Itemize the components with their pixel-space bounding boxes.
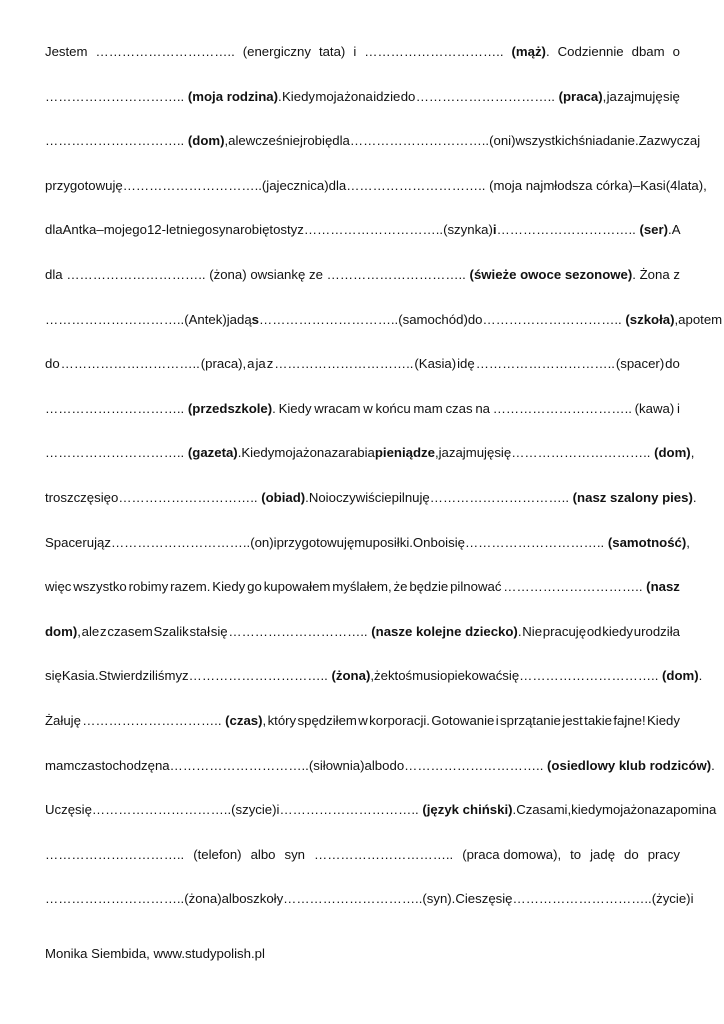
word: albo bbox=[250, 846, 276, 862]
bold-text: (nasz bbox=[646, 579, 680, 595]
word: ………………………….. bbox=[314, 846, 454, 862]
word: boi bbox=[430, 534, 449, 550]
word: czasem bbox=[107, 623, 153, 639]
word: (Antek) bbox=[184, 311, 227, 327]
word: korporacji. bbox=[369, 712, 430, 728]
word: w bbox=[358, 712, 368, 728]
word: ………………………….. bbox=[326, 266, 466, 282]
word: ………………………….. (czas), bbox=[82, 712, 267, 728]
word: fajne! bbox=[613, 712, 646, 728]
word: ………………………….. bbox=[45, 891, 185, 907]
word: żona bbox=[302, 445, 332, 461]
word: wszystkich bbox=[515, 133, 579, 149]
text-line bbox=[45, 222, 680, 267]
bold-text: (świeże owoce sezonowe) bbox=[469, 266, 633, 282]
word: od bbox=[586, 623, 602, 639]
word: Nie bbox=[522, 623, 543, 639]
word: (Kasia) bbox=[414, 356, 457, 372]
word: i bbox=[273, 534, 277, 550]
text-line bbox=[45, 668, 703, 713]
word: końcu bbox=[375, 400, 411, 416]
word: ………………………….. (praca), bbox=[415, 88, 607, 104]
bold-text: (moja rodzina) bbox=[187, 88, 278, 104]
bold-text: (czas) bbox=[225, 712, 263, 728]
word: z bbox=[297, 222, 304, 238]
word: kiedy bbox=[571, 802, 602, 818]
word: się bbox=[45, 668, 62, 684]
word: się bbox=[210, 623, 228, 639]
word: ………………………….. bbox=[95, 44, 235, 59]
word: się bbox=[495, 891, 513, 907]
word: w bbox=[363, 400, 373, 416]
word: ………………………….. (dom), bbox=[511, 445, 695, 461]
word: i bbox=[690, 891, 694, 907]
word: ………………………….. bbox=[512, 891, 652, 907]
word: a bbox=[678, 311, 686, 327]
word: pracy bbox=[647, 846, 680, 862]
word: Żałuję bbox=[45, 712, 81, 728]
word: ………………………….. (nasz bbox=[503, 579, 680, 595]
word: a bbox=[247, 356, 255, 372]
word: (energiczny bbox=[242, 44, 311, 59]
word: Czasami, bbox=[516, 802, 572, 818]
bold-text: (ser) bbox=[639, 222, 669, 238]
word: się bbox=[663, 88, 680, 104]
word: (oni) bbox=[489, 133, 516, 149]
word: szkoły bbox=[246, 891, 284, 907]
word: z bbox=[182, 668, 189, 684]
word: ………………………….. (moja najmłodsza córka) bbox=[346, 177, 633, 193]
word: On bbox=[412, 534, 431, 550]
word: ………………………….. bbox=[60, 356, 200, 372]
word: żona bbox=[630, 802, 660, 818]
text-line bbox=[45, 847, 680, 892]
word: Antka bbox=[62, 222, 97, 238]
word: z bbox=[104, 534, 111, 550]
word: Zazwyczaj bbox=[638, 133, 701, 149]
word: ………………………….. bbox=[283, 891, 423, 907]
word: że bbox=[374, 668, 388, 684]
word: albo bbox=[221, 891, 247, 907]
word: ………………………….. (obiad). bbox=[118, 489, 309, 505]
bold-text: (dom) bbox=[662, 668, 699, 684]
text-line bbox=[45, 311, 723, 357]
word: (praca domowa), bbox=[462, 846, 562, 862]
word: (żona) bbox=[209, 266, 247, 282]
bold-text: (dom) bbox=[187, 133, 225, 149]
word: wcześniej bbox=[245, 133, 303, 149]
word: i bbox=[495, 712, 499, 728]
word: i bbox=[325, 489, 329, 505]
word: ja bbox=[255, 356, 266, 372]
word: ………………………….. bbox=[110, 534, 251, 550]
word: (praca), bbox=[200, 356, 247, 372]
word: ja bbox=[606, 88, 617, 104]
word: wracam bbox=[314, 400, 361, 416]
word: kupowałem bbox=[263, 579, 331, 595]
word: tosty bbox=[269, 222, 298, 238]
text-line bbox=[45, 445, 695, 490]
word: ………………………….. bbox=[274, 356, 414, 372]
word: syna bbox=[212, 222, 241, 238]
word: robię bbox=[302, 133, 333, 149]
text-line bbox=[45, 891, 694, 936]
word: ze bbox=[309, 266, 323, 282]
word: ………………………….. bbox=[45, 311, 185, 327]
word: ………………………….. (samotność), bbox=[464, 534, 690, 550]
word: tata) bbox=[318, 44, 346, 59]
word: Codziennie bbox=[557, 44, 624, 59]
word: pracuję bbox=[542, 623, 587, 639]
word: Jestem bbox=[45, 44, 88, 59]
word: Kiedy bbox=[241, 445, 275, 461]
word: śniadanie. bbox=[578, 133, 639, 149]
word: i bbox=[353, 44, 357, 59]
word: albo bbox=[364, 757, 390, 773]
word: spędziłem bbox=[297, 712, 357, 728]
word: dla bbox=[328, 177, 347, 193]
footer-credit: Monika Siembida, www.studypolish.pl bbox=[45, 946, 265, 961]
bold-text: (dom) bbox=[654, 445, 691, 461]
word: (siłownia) bbox=[308, 757, 365, 773]
word: ………………………….. (nasze kolejne dziecko). bbox=[228, 623, 522, 639]
word: się bbox=[494, 445, 512, 461]
word: posiłki. bbox=[372, 534, 413, 550]
word: idzie bbox=[373, 88, 401, 104]
text-line bbox=[45, 802, 717, 847]
word: dla bbox=[45, 266, 63, 282]
word: się bbox=[448, 534, 465, 550]
word: z bbox=[266, 356, 274, 372]
word: – bbox=[632, 177, 641, 193]
word: ………………………….. bbox=[349, 133, 490, 149]
text-line bbox=[45, 713, 680, 758]
word: który bbox=[267, 712, 297, 728]
word: Żona bbox=[639, 266, 670, 282]
bold-text: s bbox=[251, 311, 259, 327]
bold-text: (język chiński) bbox=[422, 802, 513, 818]
word: zapomina bbox=[659, 802, 717, 818]
word: Kiedy bbox=[647, 712, 680, 728]
word: się bbox=[502, 668, 520, 684]
word: opiekować bbox=[439, 668, 503, 684]
word: przygotowuję bbox=[276, 534, 355, 550]
text-line bbox=[45, 624, 680, 669]
word: ………………………….. bbox=[492, 400, 632, 416]
word: (telefon) bbox=[193, 846, 242, 862]
word: jadę bbox=[590, 846, 616, 862]
word: kiedy bbox=[602, 623, 634, 639]
word: dom), bbox=[45, 623, 81, 639]
word: musi bbox=[412, 668, 440, 684]
word: moja bbox=[274, 445, 303, 461]
word: potem bbox=[685, 311, 723, 327]
word: że bbox=[393, 579, 408, 595]
word: (żona) bbox=[184, 891, 222, 907]
word: (samochód) bbox=[398, 311, 468, 327]
word: na bbox=[475, 400, 490, 416]
word: syn bbox=[284, 846, 306, 862]
word: ………………………….. (żona), bbox=[188, 668, 375, 684]
word: przygotowuję bbox=[45, 177, 123, 193]
word: jadą bbox=[226, 311, 252, 327]
word: ………………………….. bbox=[303, 222, 444, 238]
word: chodzę bbox=[112, 757, 155, 773]
word: Gotowanie bbox=[431, 712, 495, 728]
word: więc bbox=[45, 579, 72, 595]
word: (spacer) bbox=[615, 356, 665, 372]
word: zarabia bbox=[331, 445, 375, 461]
word: ………………………….. bbox=[364, 44, 504, 59]
word: ………………………….. (język chiński). bbox=[279, 802, 517, 818]
word: to bbox=[570, 846, 582, 862]
text-line bbox=[45, 133, 701, 178]
word: i bbox=[276, 802, 280, 818]
word: ………………………….. (dom). bbox=[519, 668, 703, 684]
word: A bbox=[671, 222, 681, 238]
word: (szynka) bbox=[443, 222, 493, 238]
worksheet-text bbox=[45, 44, 723, 936]
word: urodziła bbox=[633, 623, 680, 639]
word: razem. bbox=[170, 579, 211, 595]
word: mam bbox=[45, 757, 75, 773]
word: ale bbox=[228, 133, 246, 149]
word: wszystko bbox=[73, 579, 127, 595]
word: s………………………….. bbox=[251, 311, 399, 327]
word: pieniądze, bbox=[374, 445, 439, 461]
word: ………………………….. (przedszkole). bbox=[45, 400, 276, 416]
bold-text: (praca) bbox=[558, 88, 603, 104]
word: mojego bbox=[103, 222, 147, 238]
word: (4 bbox=[665, 177, 678, 193]
word: zajmuję bbox=[617, 88, 663, 104]
word: będzie bbox=[409, 579, 449, 595]
word: pilnuję bbox=[391, 489, 430, 505]
word: Kiedy bbox=[278, 400, 312, 416]
bold-text: (obiad) bbox=[261, 489, 306, 505]
word: jest bbox=[562, 712, 583, 728]
word: owsiankę bbox=[250, 266, 306, 282]
word: ………………………….. (nasz szalony pies). bbox=[429, 489, 697, 505]
word: robię bbox=[240, 222, 270, 238]
word: pilnować bbox=[450, 579, 502, 595]
bold-text: (żona) bbox=[331, 668, 371, 684]
word: ………………………….. bbox=[91, 802, 232, 818]
word: (kawa) bbox=[634, 400, 675, 416]
word: (życie) bbox=[651, 891, 691, 907]
word: (on) bbox=[250, 534, 274, 550]
text-line bbox=[45, 267, 680, 312]
word: (syn). bbox=[422, 891, 456, 907]
word: mu bbox=[354, 534, 373, 550]
word: Kasi bbox=[640, 177, 666, 193]
text-line bbox=[45, 534, 690, 580]
word: Kiedy bbox=[212, 579, 246, 595]
bold-text: (mąż) bbox=[511, 44, 546, 59]
word: idę bbox=[457, 356, 475, 372]
word: ………………………….. (gazeta). bbox=[45, 445, 242, 461]
word: Kiedy bbox=[282, 88, 316, 104]
word: do bbox=[400, 88, 416, 104]
word: i bbox=[676, 400, 680, 416]
word: lata), bbox=[677, 177, 707, 193]
word: ………………………….. (osiedlowy klub rodziców). bbox=[404, 757, 715, 773]
word: troszczę bbox=[45, 489, 95, 505]
word: moja bbox=[315, 88, 344, 104]
word: ………………………….. (ser). bbox=[496, 222, 672, 238]
word: ………………………….. (dom), bbox=[45, 133, 229, 149]
word: (mąż). bbox=[511, 44, 550, 59]
word: (jajecznica) bbox=[261, 177, 329, 193]
text-line bbox=[45, 44, 680, 89]
word: go bbox=[247, 579, 262, 595]
word: mam bbox=[413, 400, 443, 416]
text-line bbox=[45, 177, 707, 223]
word: moja bbox=[601, 802, 631, 818]
word: Spacerują bbox=[45, 534, 105, 550]
bold-text: (nasz szalony pies) bbox=[572, 489, 693, 505]
text-line bbox=[45, 89, 680, 134]
word: ………………………….. bbox=[66, 266, 206, 282]
word: dbam bbox=[631, 44, 665, 59]
bold-text: (gazeta) bbox=[187, 445, 238, 461]
word: myślałem, bbox=[332, 579, 392, 595]
bold-text: (szkoła) bbox=[625, 311, 675, 327]
word: dla bbox=[332, 133, 350, 149]
word: do bbox=[45, 356, 60, 372]
word: ale bbox=[81, 623, 100, 639]
word: się bbox=[94, 489, 111, 505]
text-line bbox=[45, 401, 680, 446]
bold-text: (samotność) bbox=[607, 534, 687, 550]
word: robimy bbox=[128, 579, 169, 595]
word: ktoś bbox=[387, 668, 413, 684]
word: o bbox=[110, 489, 119, 505]
word: do bbox=[389, 757, 405, 773]
text-line bbox=[45, 489, 697, 535]
word: – bbox=[96, 222, 104, 238]
word: na bbox=[154, 757, 170, 773]
word: (szycie) bbox=[231, 802, 277, 818]
word: (świeże owoce sezonowe). bbox=[469, 266, 636, 282]
text-line bbox=[45, 757, 715, 803]
word: ………………………….. bbox=[169, 757, 309, 773]
word: żona bbox=[344, 88, 373, 104]
word: czas bbox=[445, 400, 473, 416]
bold-text: (osiedlowy klub rodziców) bbox=[547, 757, 712, 773]
bold-text: (nasze kolejne dziecko) bbox=[371, 623, 518, 639]
word: ………………………….. (moja rodzina). bbox=[45, 88, 282, 104]
word: takie bbox=[584, 712, 613, 728]
word: 12-letniego bbox=[146, 222, 213, 238]
bold-text: i bbox=[492, 222, 497, 238]
word: czas bbox=[74, 757, 102, 773]
bold-text: dom) bbox=[45, 623, 78, 639]
word: zajmuję bbox=[448, 445, 495, 461]
text-line bbox=[45, 579, 680, 624]
word: Uczę bbox=[45, 802, 76, 818]
word: stał bbox=[189, 623, 211, 639]
word: z bbox=[100, 623, 107, 639]
word: do bbox=[624, 846, 639, 862]
word: ja bbox=[438, 445, 449, 461]
bold-text: (przedszkole) bbox=[187, 400, 273, 416]
word: ………………………….. (szkoła), bbox=[482, 311, 679, 327]
word: o bbox=[672, 44, 680, 59]
bold-text: pieniądze bbox=[374, 445, 435, 461]
word: Cieszę bbox=[455, 891, 496, 907]
word: Szalik bbox=[153, 623, 189, 639]
word: ………………………….. bbox=[45, 846, 185, 862]
word: Kasia. bbox=[61, 668, 99, 684]
word: ………………………….. bbox=[122, 177, 262, 193]
word: do bbox=[665, 356, 680, 372]
word: dla bbox=[45, 222, 63, 238]
word: ………………………….. bbox=[475, 356, 615, 372]
word: sprzątanie bbox=[500, 712, 561, 728]
text-line bbox=[45, 356, 680, 401]
word: z bbox=[673, 266, 680, 282]
word: No bbox=[308, 489, 326, 505]
word: oczywiście bbox=[328, 489, 392, 505]
word: to bbox=[101, 757, 113, 773]
word: do bbox=[467, 311, 483, 327]
word: się bbox=[75, 802, 92, 818]
word: Stwierdziliśmy bbox=[98, 668, 183, 684]
